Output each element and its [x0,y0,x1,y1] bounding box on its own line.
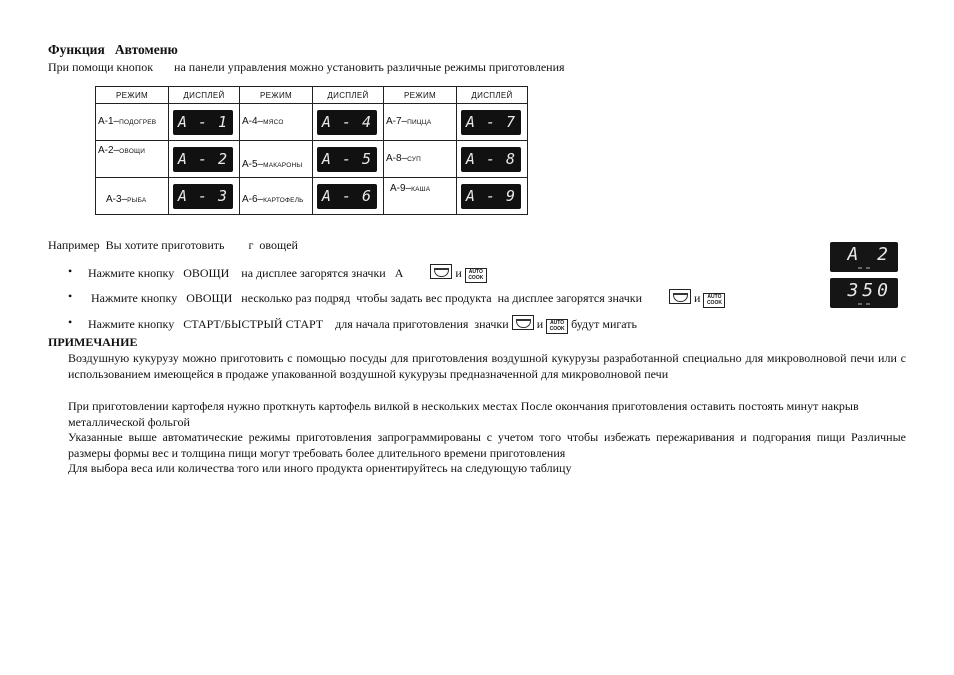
display-cell [313,178,384,215]
display-cell [457,104,528,141]
step-3 [88,315,637,334]
and-text: и [455,266,462,280]
lcd-display: A - 9 [461,184,521,209]
mode-code: А-2– [98,145,120,156]
mode-cell [384,178,457,215]
lcd-display: A - 2 [173,147,233,172]
step-text: Нажмите кнопку СТАРТ/БЫСТРЫЙ СТАРТ для начала приготовления значки [88,317,509,331]
mode-name: МЯСО [263,119,284,126]
auto-cook-icon: AUTO COOK [465,268,487,283]
lcd-display: A - 5 [317,147,377,172]
auto-cook-icon: AUTO COOK [546,319,568,334]
display-preview-1: A 2 [830,242,898,272]
example-text: Например Вы хотите приготовить г овощей [48,238,298,252]
mode-cell [240,178,313,215]
mode-code: А-8– [386,153,408,164]
bullet-icon: • [68,289,73,303]
note-paragraph-1: Воздушную кукурузу можно приготовить с помощью посуды для приготовления воздушной кукурузы разработанной специально для микроволновой печи или с использованием имеющейся в продаже упакованной воздушной кукурузы предназначенной для микроволновой печи [68,351,906,381]
bullet-icon: • [68,264,73,278]
mode-code: А-3– [106,194,128,205]
mode-name: ПИЦЦА [407,119,432,126]
mode-name: КАРТОФЕЛЬ [263,197,304,204]
mode-code: А-6– [242,194,264,205]
vegetable-bowl-icon [669,289,691,304]
mode-cell [96,178,169,215]
mode-cell [240,141,313,178]
step-text: Нажмите кнопку ОВОЩИ несколько раз подряд чтобы задать вес продукта на дисплее загорятся значки [88,291,643,305]
bullet-icon: • [68,315,73,329]
lcd-display: A - 7 [461,110,521,135]
header-mode: РЕЖИМ [384,87,457,104]
mode-name: МАКАРОНЫ [263,162,303,169]
mode-code: А-1– [98,116,120,127]
note-paragraph-2: При приготовлении картофеля нужно проткнуть картофель вилкой в нескольких местах После окончания приготовления оставить постоять минут накрыв металлической фольгой [68,399,859,429]
step-after-text: будут мигать [571,317,638,331]
auto-cook-icon: AUTO COOK [703,293,725,308]
lcd-display: A - 4 [317,110,377,135]
display-preview-2: 350 [830,278,898,308]
display-cell [169,104,240,141]
mode-code: А-4– [242,116,264,127]
mode-code: А-7– [386,116,408,127]
automenu-table [95,86,528,215]
mode-cell [240,104,313,141]
header-mode: РЕЖИМ [240,87,313,104]
lcd-display: A - 8 [461,147,521,172]
lcd-display: A - 1 [173,110,233,135]
table-header-row [96,87,528,104]
mode-name: СУП [407,156,422,163]
intro-text: При помощи кнопок на панели управления можно установить различные режимы приготовления [48,60,565,74]
header-display: ДИСПЛЕЙ [457,87,528,104]
mode-name: ПОДОГРЕВ [119,119,157,126]
and-text: и [536,317,544,331]
step-text: Нажмите кнопку ОВОЩИ на дисплее загорятся значки А [88,266,404,280]
lcd-display: A - 3 [173,184,233,209]
vegetable-bowl-icon [430,264,452,279]
mode-cell [384,141,457,178]
and-text: и [694,291,701,305]
section-title: Функция Автоменю [48,42,178,57]
step-2 [88,289,725,308]
note-paragraph-3: Указанные выше автоматические режимы приготовления запрограммированы с учетом того чтобы избежать пережаривания и подгорания пищи Различные размеры формы вес и толщина пищи могут требовать более длительного времени приготовления [68,430,906,460]
lcd-display: A - 6 [317,184,377,209]
display-cell [313,141,384,178]
vegetable-bowl-icon [512,315,534,330]
table-row [96,178,528,215]
display-cell [313,104,384,141]
mode-code: А-9– [390,183,412,194]
step-1 [88,264,487,283]
mode-name: ОВОЩИ [119,148,146,155]
mode-cell [96,104,169,141]
table-row [96,141,528,178]
note-paragraph-4: Для выбора веса или количества того или иного продукта ориентируйтесь на следующую таблицу [68,461,572,475]
note-heading: ПРИМЕЧАНИЕ [48,335,138,349]
table-row [96,104,528,141]
mode-code: А-5– [242,159,264,170]
mode-name: КАША [411,186,431,193]
header-display: ДИСПЛЕЙ [313,87,384,104]
display-cell [169,141,240,178]
display-cell [457,178,528,215]
header-display: ДИСПЛЕЙ [169,87,240,104]
display-cell [169,178,240,215]
mode-cell [96,141,169,178]
display-cell [457,141,528,178]
header-mode: РЕЖИМ [96,87,169,104]
mode-cell [384,104,457,141]
mode-name: РЫБА [127,197,147,204]
